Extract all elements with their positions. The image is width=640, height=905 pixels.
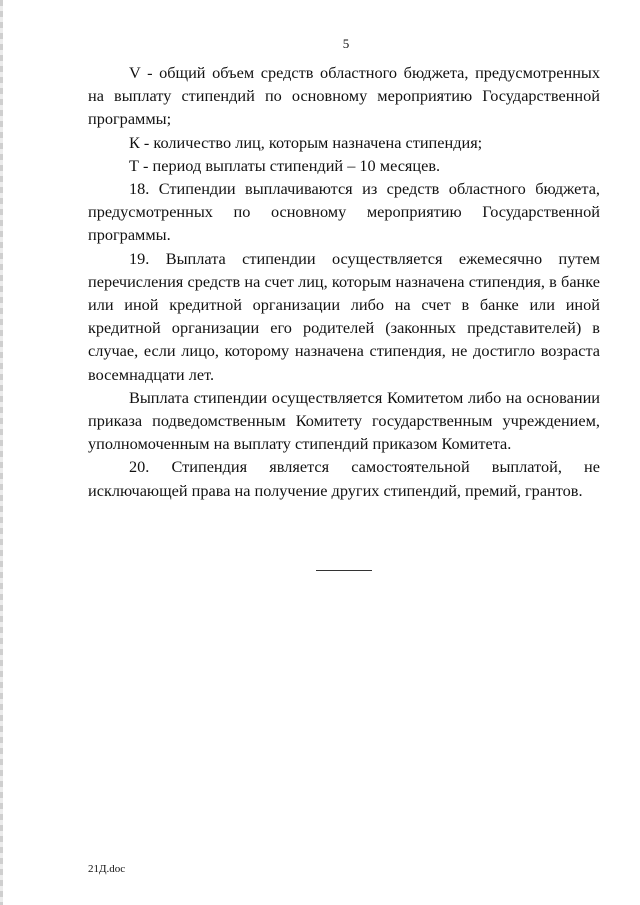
paragraph-19-continued: Выплата стипендии осуществляется Комитетом либо на основании приказа подведомственным Комитету государственным учреждением, уполномоченным на выплату стипендий приказом Комитета. [88,387,600,454]
paragraph-t-definition: Т - период выплаты стипендий – 10 месяцев. [129,155,441,175]
paragraph-v-definition: V - общий объем средств областного бюджета, предусмотренных на выплату стипендий по основному мероприятию Государственной программы; [88,63,600,129]
scan-edge-artifact [0,0,3,905]
footer-filename: 21Д.doc [88,863,126,875]
paragraph-k-definition: К - количество лиц, которым назначена стипендия; [129,132,483,152]
document-body [88,61,600,502]
end-of-text-rule [316,570,372,571]
paragraph-18: 18. Стипендии выплачиваются из средств областного бюджета, предусмотренных по основному мероприятию Государственной программы. [88,179,600,245]
paragraph-19: 19. Выплата стипендии осуществляется ежемесячно путем перечисления средств на счет лиц, которым назначена стипендия, в банке или иной кредитной организации либо на счет в банке или иной кредитной организации его родителей (законных представителей) в случае, если лицо, которому назначена стипендия, не достигло возраста восемнадцати лет. [88,248,600,384]
page-number: 5 [342,36,350,51]
paragraph-20: 20. Стипендия является самостоятельной выплатой, не исключающей права на получение других стипендий, премий, грантов. [88,457,600,500]
